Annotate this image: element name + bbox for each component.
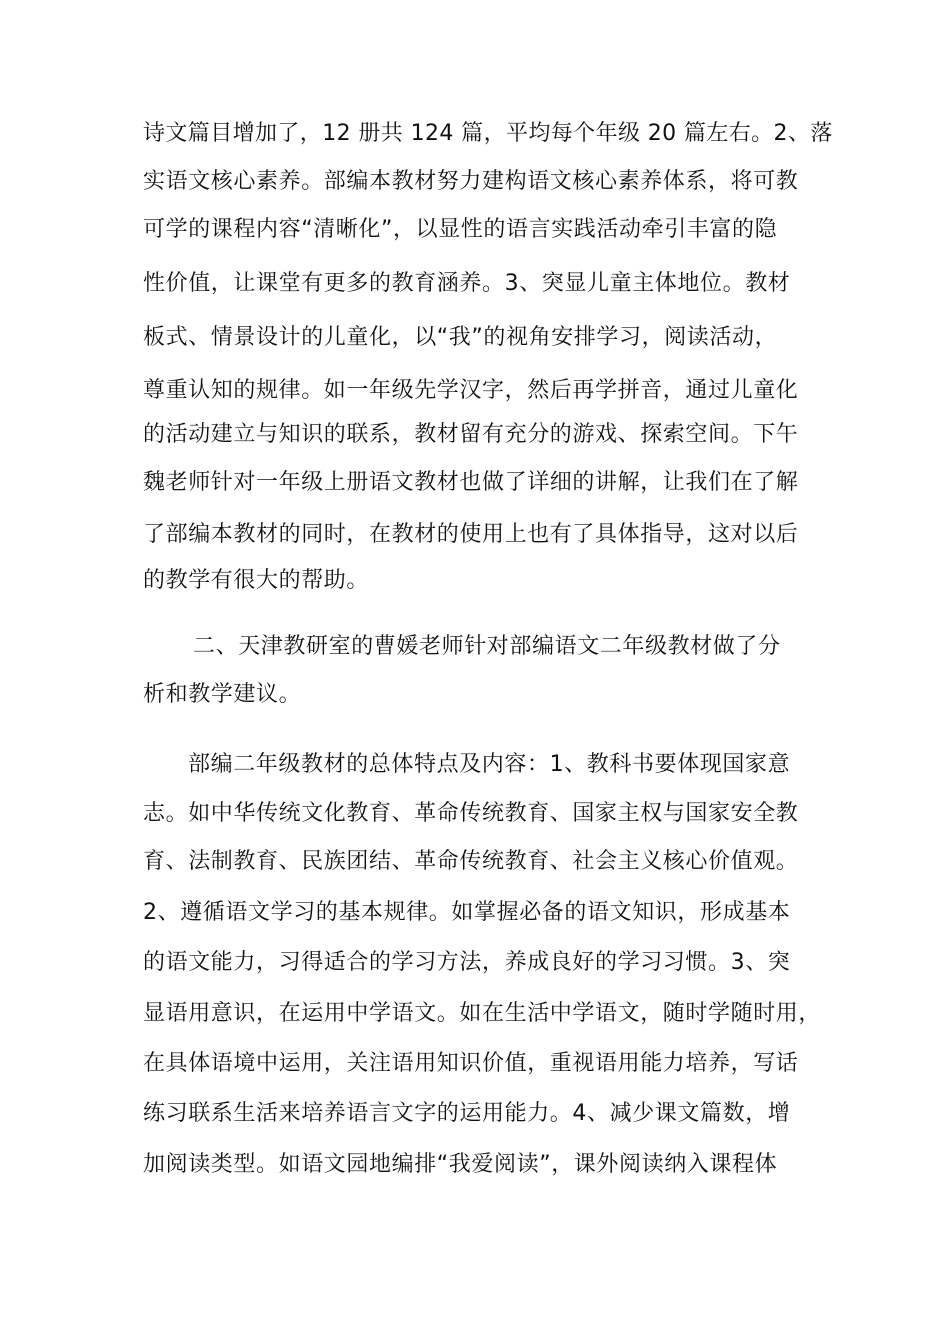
text-line: 可学的课程内容“清晰化”，以显性的语言实践活动牵引丰富的隐 — [143, 217, 778, 242]
text-line: 志。如中华传统文化教育、革命传统教育、国家主权与国家安全教 — [143, 801, 799, 826]
text-line: 的教学有很大的帮助。 — [143, 568, 370, 593]
text-line: 练习联系生活来培养语言文字的运用能力。4、减少课文篇数，增 — [143, 1101, 791, 1126]
text-line: 板式、情景设计的儿童化，以“我”的视角安排学习，阅读活动， — [143, 325, 778, 350]
text-line: 加阅读类型。如语文园地编排“我爱阅读”，课外阅读纳入课程体 — [143, 1152, 778, 1177]
text-line: 实语文核心素养。部编本教材努力建构语文核心素养体系，将可教 — [143, 169, 799, 194]
section-heading-line: 二、天津教研室的曹媛老师针对部编语文二年级教材做了分 — [193, 634, 781, 659]
text-line: 在具体语境中运用，关注语用知识价值，重视语用能力培养，写话 — [143, 1051, 799, 1076]
text-line: 魏老师针对一年级上册语文教材也做了详细的讲解，让我们在了解 — [143, 470, 799, 495]
text-line: 的活动建立与知识的联系，教材留有充分的游戏、探索空间。下午 — [143, 422, 799, 447]
text-line: 了部编本教材的同时，在教材的使用上也有了具体指导，这对以后 — [143, 522, 799, 547]
text-line: 尊重认知的规律。如一年级先学汉字，然后再学拼音，通过儿童化 — [143, 378, 799, 403]
text-line: 部编二年级教材的总体特点及内容：1、教科书要体现国家意 — [188, 752, 791, 777]
text-line: 2、遵循语文学习的基本规律。如掌握必备的语文知识，形成基本 — [143, 900, 791, 925]
text-line: 性价值，让课堂有更多的教育涵养。3、突显儿童主体地位。教材 — [143, 271, 791, 296]
text-line: 育、法制教育、民族团结、革命传统教育、社会主义核心价值观。 — [143, 849, 799, 874]
text-line: 诗文篇目增加了，12 册共 124 篇，平均每个年级 20 篇左右。2、落 — [143, 121, 833, 146]
section-heading-line: 析和教学建议。 — [143, 682, 302, 707]
text-line: 的语文能力，习得适合的学习方法，养成良好的学习习惯。3、突 — [143, 950, 791, 975]
text-line: 显语用意识，在运用中学语文。如在生活中学语文，随时学随时用， — [143, 1001, 822, 1026]
